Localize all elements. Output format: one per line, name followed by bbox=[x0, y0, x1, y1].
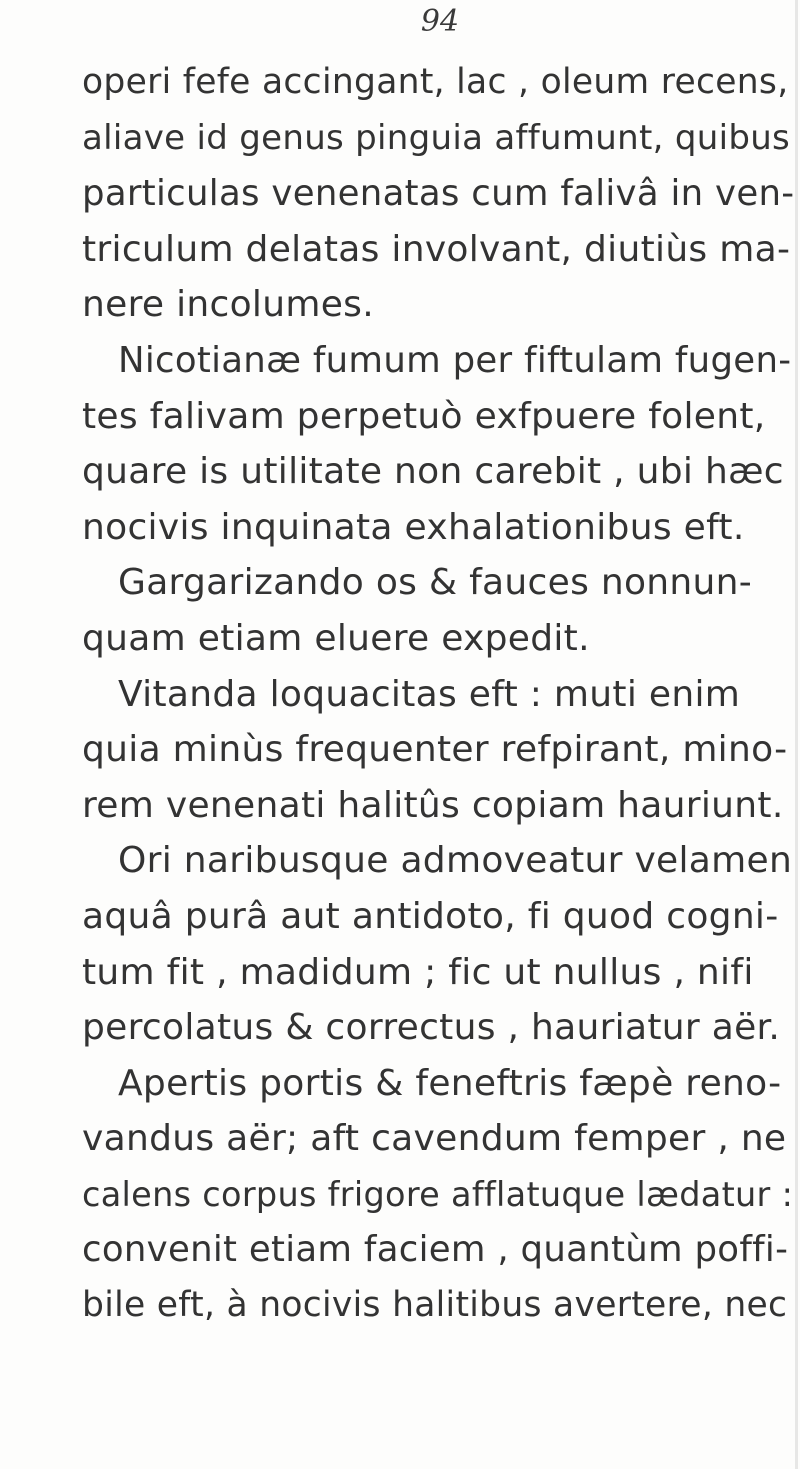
text-line: Vitanda loquacitas eft : muti enim bbox=[118, 673, 741, 715]
text-line: rem venenati halitûs copiam hauriunt. bbox=[82, 784, 784, 826]
text-line: nere incolumes. bbox=[82, 284, 374, 326]
text-line: vandus aër; aft cavendum femper , ne bbox=[82, 1118, 787, 1160]
text-line: triculum delatas involvant, diutiùs ma- bbox=[82, 228, 791, 270]
text-line: nocivis inquinata exhalationibus eft. bbox=[82, 506, 745, 548]
body-text bbox=[82, 55, 794, 1334]
page-number: 94 bbox=[420, 4, 460, 39]
text-line: aliave id genus pinguia affumunt, quibus bbox=[82, 117, 791, 158]
text-line: particulas venenatas cum falivâ in ven- bbox=[82, 173, 795, 215]
text-line: tum fit , madidum ; fic ut nullus , nifi bbox=[82, 951, 754, 993]
text-line: tes falivam perpetuò exfpuere folent, bbox=[82, 395, 766, 437]
text-line: quam etiam eluere expedit. bbox=[82, 617, 590, 659]
text-line: operi fefe accingant, lac , oleum recens, bbox=[82, 62, 789, 102]
text-line: quare is utilitate non carebit , ubi hæc bbox=[82, 451, 784, 493]
text-line: quia minùs frequenter refpirant, mino- bbox=[82, 729, 788, 771]
text-line: Nicotianæ fumum per fiftulam fugen- bbox=[118, 339, 792, 381]
text-line: aquâ purâ aut antidoto, fi quod cogni- bbox=[82, 895, 779, 937]
text-line: calens corpus frigore afflatuque lædatur : bbox=[82, 1174, 794, 1214]
text-line: percolatus & correctus , hauriatur aër. bbox=[82, 1007, 781, 1049]
text-line: Apertis portis & feneftris fæpè reno- bbox=[118, 1062, 782, 1104]
text-line: Ori naribusque admoveatur velamen bbox=[118, 840, 793, 882]
page-edge-shadow bbox=[795, 0, 798, 1469]
text-line: bile eft, à nocivis halitibus avertere, nec bbox=[82, 1285, 788, 1326]
text-line: Gargarizando os & fauces nonnun- bbox=[118, 562, 753, 604]
text-line: convenit etiam faciem , quantùm poffi- bbox=[82, 1229, 789, 1271]
